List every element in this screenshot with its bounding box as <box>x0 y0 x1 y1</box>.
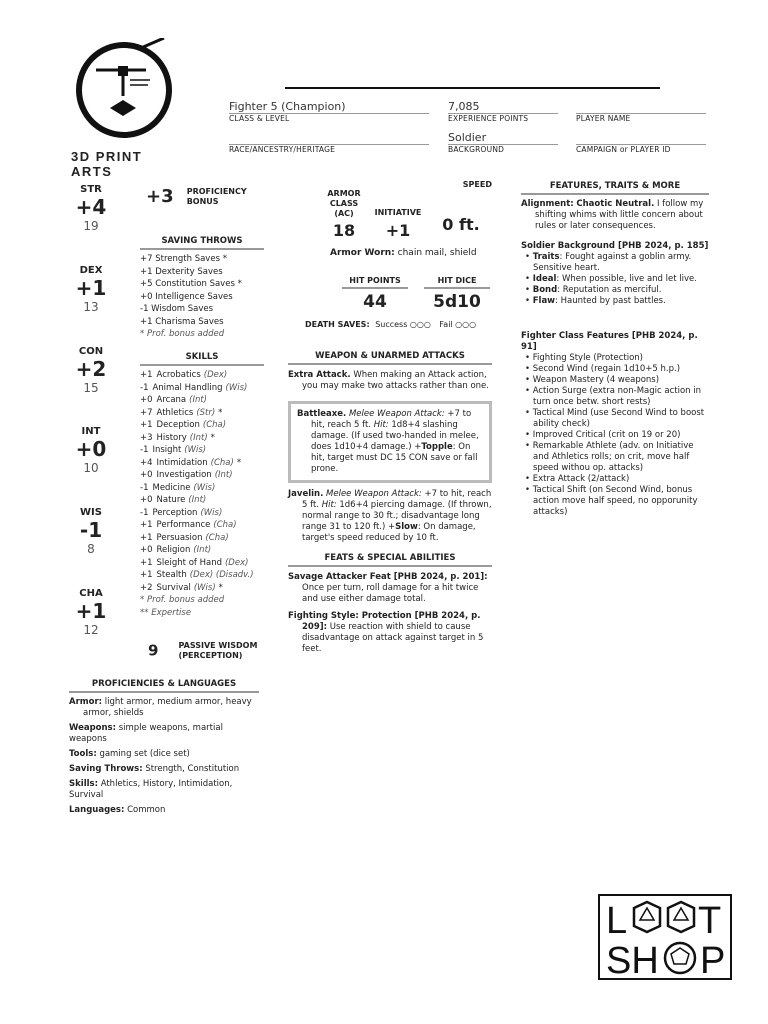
class-level-field[interactable] <box>229 100 429 123</box>
skill-ability: (Wis) <box>184 445 207 455</box>
class-feature-text: Tactical Mind (use Second Wind to boost ability check) <box>532 408 705 429</box>
skill-modifier: -1 <box>140 445 149 455</box>
slow-text: : On damage, target's speed reduced by 10 ft. <box>302 522 476 543</box>
skill-name: Sleight of Hand <box>156 557 222 568</box>
armor-prof-value: light armor, medium armor, heavy armor, shields <box>83 697 252 718</box>
background-trait-item: • Ideal: When possible, live and let live. <box>525 274 697 284</box>
skill-row <box>140 519 264 532</box>
death-saves-success[interactable]: Success ○○○ <box>375 320 431 329</box>
background-trait-item: • Bond: Reputation as merciful. <box>525 285 662 295</box>
topple-text: : On hit, target must DC 15 CON save or fall prone. <box>311 442 478 474</box>
logo-text: 3D PRINT ARTS <box>71 149 143 179</box>
hit-points-value: 44 <box>363 292 387 312</box>
skill-name: Investigation <box>156 470 212 480</box>
ability-score: 13 <box>83 300 99 314</box>
proficiency-bonus <box>146 186 266 207</box>
skill-ability: (Int) <box>188 495 207 505</box>
skill-prof-mark: * <box>236 457 242 468</box>
skill-name: Deception <box>156 420 200 430</box>
skill-ability: (Wis) <box>193 582 216 593</box>
skill-modifier: +0 <box>140 545 153 555</box>
class-feature-item: • Action Surge (extra non-Magic action in turn once betw. short rests) <box>525 386 701 407</box>
saving-throw-item: +1 Dexterity Saves <box>140 266 223 277</box>
background-value: Soldier <box>448 131 487 144</box>
skill-name: Animal Handling <box>152 382 223 393</box>
skill-name: Performance <box>156 520 211 530</box>
background-trait-item: • Flaw: Haunted by past battles. <box>525 296 666 306</box>
background-title: Soldier Background [PHB 2024, p. 185] <box>521 241 709 251</box>
skills-prof-value: Athletics, History, Intimidation, Survival <box>69 779 233 800</box>
skill-modifier: +2 <box>140 582 153 593</box>
battleaxe-type: Melee Weapon Attack: <box>348 409 445 419</box>
skill-name: Persuasion <box>156 532 203 543</box>
trait-text: : Haunted by past battles. <box>555 296 666 306</box>
alignment-text: I follow my shifting whims with little concern about rules or later consequences. <box>535 199 704 231</box>
tools-prof-value: gaming set (dice set) <box>99 749 190 759</box>
speed <box>430 180 492 234</box>
passive-wisdom <box>148 640 268 661</box>
fighting-style-name: Fighting Style: Protection [PHB 2024, p. 209]: <box>288 611 481 632</box>
class-feature-item: • Remarkable Athlete (adv. on Initiative and Athletics rolls; on crit, move half speed withou op. attacks) <box>525 441 694 473</box>
armor-worn-label: Armor Worn: <box>330 248 395 258</box>
skill-row <box>140 582 264 595</box>
skill-modifier: +0 <box>140 495 153 505</box>
class-feature-item: • Weapon Mastery (4 weapons) <box>525 375 660 385</box>
class-feature-text: Remarkable Athlete (adv. on Initiative and Athletics rolls; on crit, move half speed withou op. attacks) <box>532 441 694 473</box>
battleaxe-box <box>288 401 492 483</box>
battleaxe-damage: 1d8+4 slashing damage. (If used two-handed in melee, does 1d10+4 damage.) + <box>311 420 479 452</box>
proficiency-value: +3 <box>146 186 174 207</box>
proficiencies-title: PROFICIENCIES & LANGUAGES <box>69 679 259 693</box>
skill-ability: (Cha) <box>202 420 227 430</box>
campaign-field[interactable] <box>576 131 706 154</box>
alignment-label: Alignment: <box>521 199 574 209</box>
svg-text:L: L <box>606 900 628 942</box>
ability-modifier: +1 <box>75 599 107 623</box>
death-saves <box>305 320 495 329</box>
ability-name: INT <box>81 426 101 437</box>
skill-ability: (Int) <box>189 432 208 443</box>
skill-modifier: -1 <box>140 482 149 493</box>
skill-name: Insight <box>152 445 182 455</box>
ac-value: 18 <box>332 221 356 240</box>
ability-wis <box>71 507 111 556</box>
skill-modifier: +1 <box>140 520 153 530</box>
hit-dice <box>424 276 490 312</box>
javelin-type: Melee Weapon Attack: <box>326 489 422 499</box>
skill-row <box>140 507 264 520</box>
skill-ability: (Wis) <box>193 482 216 493</box>
ability-str <box>71 184 111 233</box>
skill-row <box>140 494 264 507</box>
class-feature-item: • Extra Attack (2/attack) <box>525 474 630 484</box>
skill-name: Nature <box>156 495 186 505</box>
feats-section <box>288 553 492 655</box>
weapons-prof-value: simple weapons, martial weapons <box>69 723 223 744</box>
passive-wisdom-value: 9 <box>148 641 159 660</box>
skill-ability: (Dex) <box>224 557 249 568</box>
class-features-title: Fighter Class Features [PHB 2024, p. 91] <box>521 331 698 352</box>
javelin-tohit: +7 to hit, reach 5 ft. <box>302 489 492 510</box>
loot-shop-logo <box>598 894 732 980</box>
skill-prof-mark: * <box>218 582 223 593</box>
class-feature-item: • Second Wind (regain 1d10+5 h.p.) <box>525 364 681 374</box>
trait-label: Ideal <box>532 274 557 284</box>
tools-prof-label: Tools: <box>69 749 97 759</box>
skill-row <box>140 369 264 382</box>
extra-attack-name: Extra Attack. <box>288 370 351 380</box>
class-feature-item: • Fighting Style (Protection) <box>525 353 643 363</box>
xp-value: 7,085 <box>448 100 480 113</box>
skill-name: History <box>156 432 187 443</box>
skill-ability: (Int) <box>189 395 207 405</box>
svg-text:SH: SH <box>606 940 659 978</box>
ability-name: CHA <box>79 588 103 599</box>
saves-prof-label: Saving Throws: <box>69 764 143 774</box>
skill-ability: (Dex) (Disadv.) <box>189 570 254 580</box>
hit-points-label: HIT POINTS <box>342 276 408 289</box>
saving-throw-item: +1 Charisma Saves <box>140 316 224 327</box>
ability-int <box>71 426 111 475</box>
skill-row <box>140 532 264 545</box>
passive-wisdom-label-1: PASSIVE WISDOM <box>178 640 258 650</box>
feats-title: FEATS & SPECIAL ABILITIES <box>288 553 492 567</box>
skill-ability: (Int) <box>214 470 233 480</box>
ability-score: 19 <box>83 219 99 233</box>
javelin-damage: 1d6+4 piercing damage. (If thrown, normal range to 30 ft.; disadvantage long range 31 to 120 ft.) + <box>302 500 492 532</box>
skills-note: * Prof. bonus added <box>140 595 225 605</box>
skill-row <box>140 569 264 582</box>
skill-modifier: +1 <box>140 370 153 380</box>
class-feature-item: • Tactical Mind (use Second Wind to boost ability check) <box>525 408 705 429</box>
skill-ability: (Wis) <box>200 507 223 518</box>
skill-ability: (Cha) <box>213 520 237 530</box>
ability-name: CON <box>78 346 104 357</box>
skill-name: Acrobatics <box>156 370 201 380</box>
weapons-prof-label: Weapons: <box>69 723 117 733</box>
proficiency-label-1: PROFICIENCY <box>186 186 247 196</box>
skill-modifier: +4 <box>140 457 153 468</box>
attacks-section <box>288 351 492 544</box>
saving-throw-item: +7 Strength Saves * <box>140 254 227 264</box>
battleaxe-tohit: +7 to hit, reach 5 ft. <box>311 409 472 430</box>
campaign-label: CAMPAIGN or PLAYER ID <box>576 145 671 154</box>
skill-prof-mark: * <box>218 407 223 418</box>
skill-ability: (Int) <box>193 545 212 555</box>
passive-wisdom-label-2: (PERCEPTION) <box>178 650 243 660</box>
ability-score: 15 <box>83 381 99 395</box>
ac-label-1: ARMOR <box>327 189 361 198</box>
features-section <box>521 181 709 518</box>
attacks-title: WEAPON & UNARMED ATTACKS <box>288 351 492 365</box>
alignment-value: Chaotic Neutral. <box>576 199 655 209</box>
skill-row <box>140 382 264 395</box>
skill-modifier: +1 <box>140 532 153 543</box>
battleaxe-name: Battleaxe. <box>297 409 347 419</box>
class-feature-text: Action Surge (extra non-Magic action in turn once betw. short rests) <box>532 386 701 407</box>
proficiencies-section <box>69 679 259 816</box>
skill-modifier: +1 <box>140 420 153 430</box>
saving-throw-item: +5 Constitution Saves * <box>140 279 242 289</box>
skill-ability: (Str) <box>196 407 216 418</box>
skill-ability: (Cha) <box>205 532 229 543</box>
svg-text:T: T <box>698 900 722 942</box>
languages-value: Common <box>127 805 166 815</box>
xp-label: EXPERIENCE POINTS <box>448 114 529 123</box>
ability-name: DEX <box>79 265 103 276</box>
savage-attacker-name: Savage Attacker Feat [PHB 2024, p. 201]: <box>288 572 488 582</box>
class-feature-item: • Tactical Shift (on Second Wind, bonus action move half speed, no opporunity attacks) <box>525 485 698 517</box>
languages-label: Languages: <box>69 805 125 815</box>
savage-attacker-text: Once per turn, roll damage for a hit twice and use either damage total. <box>302 583 479 604</box>
skill-name: Intimidation <box>156 457 208 468</box>
skill-modifier: +3 <box>140 432 153 443</box>
skill-row <box>140 394 264 407</box>
ability-score: 10 <box>83 461 99 475</box>
class-feature-text: Weapon Mastery (4 weapons) <box>532 375 660 385</box>
saving-throw-note: * Prof. bonus added <box>140 329 225 339</box>
class-feature-text: Fighting Style (Protection) <box>532 353 643 363</box>
skill-name: Survival <box>156 582 191 593</box>
skill-modifier: -1 <box>140 382 149 393</box>
javelin-name: Javelin. <box>288 489 324 499</box>
topple-label: Topple <box>421 442 453 452</box>
skills-expertise-note: ** Expertise <box>140 607 192 618</box>
player-name-field[interactable] <box>576 100 706 123</box>
ability-cha <box>71 588 111 637</box>
trait-label: Flaw <box>532 296 556 306</box>
skill-row <box>140 444 264 457</box>
ac-label-3: (AC) <box>334 209 354 218</box>
skill-modifier: +1 <box>140 557 153 568</box>
skill-row <box>140 407 264 420</box>
armor-worn <box>330 248 500 258</box>
ability-modifier: +0 <box>75 437 107 461</box>
hit-points <box>342 276 408 312</box>
ability-modifier: +1 <box>75 276 107 300</box>
initiative <box>370 208 426 240</box>
trait-text: : Reputation as merciful. <box>557 285 662 295</box>
skill-row <box>140 469 264 482</box>
skill-name: Religion <box>156 545 191 555</box>
xp-field[interactable] <box>448 100 558 123</box>
skill-row <box>140 544 264 557</box>
skill-modifier: +0 <box>140 395 153 405</box>
race-field[interactable] <box>229 131 429 154</box>
death-saves-fail[interactable]: Fail ○○○ <box>439 320 477 329</box>
race-label: RACE/ANCESTRY/HERITAGE <box>229 145 336 154</box>
skill-name: Athletics <box>156 407 194 418</box>
initiative-value: +1 <box>385 221 411 240</box>
saving-throw-item: -1 Wisdom Saves <box>140 304 214 314</box>
speed-label: SPEED <box>462 180 492 189</box>
player-name-label: PLAYER NAME <box>576 114 631 123</box>
saves-prof-value: Strength, Constitution <box>145 764 240 774</box>
ability-dex <box>71 265 111 314</box>
skill-name: Medicine <box>152 482 191 493</box>
ability-modifier: -1 <box>79 518 103 542</box>
svg-text:P: P <box>700 940 726 978</box>
armor-worn-value: chain mail, shield <box>397 248 477 258</box>
skill-ability: (Wis) <box>225 382 248 393</box>
skill-modifier: -1 <box>140 507 149 518</box>
armor-prof-label: Armor: <box>69 697 103 707</box>
class-level-label: CLASS & LEVEL <box>229 114 290 123</box>
class-feature-item: • Improved Critical (crit on 19 or 20) <box>525 430 681 440</box>
ability-modifier: +2 <box>75 357 107 381</box>
trait-text: : Fought against a goblin army. Sensitive heart. <box>533 252 692 273</box>
ability-name: WIS <box>80 507 102 518</box>
speed-value: 0 ft. <box>442 215 480 234</box>
skill-modifier: +1 <box>140 570 153 580</box>
background-label: BACKGROUND <box>448 145 505 154</box>
trait-label: Bond <box>532 285 558 295</box>
print-arts-emblem-icon <box>66 38 186 138</box>
death-saves-label: DEATH SAVES: <box>305 320 370 329</box>
hit-dice-label: HIT DICE <box>424 276 490 289</box>
skill-row <box>140 482 264 495</box>
hit-dice-value: 5d10 <box>433 292 481 312</box>
ability-modifier: +4 <box>75 195 107 219</box>
skill-row <box>140 419 264 432</box>
skills-title: SKILLS <box>140 352 264 366</box>
class-feature-text: Tactical Shift (on Second Wind, bonus action move half speed, no opporunity attacks) <box>532 485 698 517</box>
class-feature-text: Second Wind (regain 1d10+5 h.p.) <box>532 364 681 374</box>
saving-throws-section <box>140 236 264 341</box>
skill-modifier: +0 <box>140 470 153 480</box>
skill-ability: (Cha) <box>210 457 234 468</box>
fighting-style-text: Use reaction with shield to cause disadvantage on attack against target in 5 feet. <box>302 622 484 654</box>
background-field[interactable] <box>448 131 558 154</box>
trait-label: Traits <box>532 252 560 262</box>
skills-section <box>140 352 264 619</box>
trait-text: : When possible, live and let live. <box>556 274 697 284</box>
extra-attack-text: When making an Attack action, you may make two attacks rather than one. <box>302 370 489 391</box>
ability-con <box>71 346 111 395</box>
ac-label-2: CLASS <box>329 199 359 208</box>
loot-shop-dice-icon <box>600 896 730 978</box>
javelin-hit-label: Hit: <box>321 500 337 510</box>
saving-throws-title: SAVING THROWS <box>140 236 264 250</box>
battleaxe-hit-label: Hit: <box>373 420 389 430</box>
brand-logo <box>66 38 186 179</box>
proficiency-label-2: BONUS <box>186 196 219 206</box>
ability-name: STR <box>80 184 102 195</box>
skill-row <box>140 457 264 470</box>
character-name-line[interactable] <box>285 87 660 89</box>
features-title: FEATURES, TRAITS & MORE <box>521 181 709 195</box>
skill-ability: (Dex) <box>203 370 228 380</box>
skill-prof-mark: * <box>210 432 215 443</box>
class-feature-text: Extra Attack (2/attack) <box>532 474 630 484</box>
skill-row <box>140 432 264 445</box>
class-level-value: Fighter 5 (Champion) <box>229 100 346 113</box>
skills-prof-label: Skills: <box>69 779 98 789</box>
armor-class <box>320 189 368 240</box>
initiative-label: INITIATIVE <box>374 208 422 217</box>
skill-name: Stealth <box>156 570 187 580</box>
skill-modifier: +7 <box>140 407 153 418</box>
class-feature-text: Improved Critical (crit on 19 or 20) <box>532 430 681 440</box>
skill-row <box>140 557 264 570</box>
skill-name: Perception <box>152 507 198 518</box>
skill-name: Arcana <box>156 395 187 405</box>
slow-label: Slow <box>395 522 418 532</box>
ability-score: 8 <box>87 542 95 556</box>
ability-score: 12 <box>83 623 99 637</box>
saving-throw-item: +0 Intelligence Saves <box>140 291 233 302</box>
background-trait-item: • Traits: Fought against a goblin army. Sensitive heart. <box>525 252 692 273</box>
